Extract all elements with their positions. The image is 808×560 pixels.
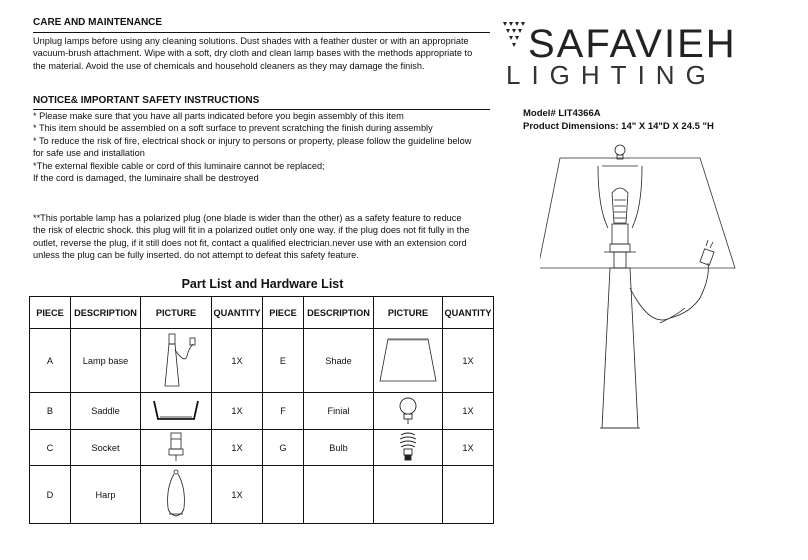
header-cell: QUANTITY	[212, 297, 263, 329]
header-cell: PIECE	[30, 297, 71, 329]
piece-cell: D	[30, 466, 71, 524]
piece-cell: B	[30, 393, 71, 430]
table-row	[30, 430, 494, 466]
header-cell: PICTURE	[141, 297, 212, 329]
quantity-cell: 1X	[443, 430, 494, 466]
shade-icon	[376, 333, 440, 387]
picture-cell	[141, 466, 212, 524]
product-dimensions: Product Dimensions: 14" X 14"D X 24.5 "H	[523, 121, 714, 132]
safety-line: If the cord is damaged, the luminaire shall be destroyed	[33, 173, 259, 184]
description-cell: Saddle	[71, 393, 141, 430]
table-header-row	[30, 297, 494, 329]
quantity-cell: 1X	[212, 430, 263, 466]
piece-cell: A	[30, 329, 71, 393]
safety-line: * Please make sure that you have all parts indicated before you begin assembly of this item	[33, 111, 404, 121]
parts-table	[29, 296, 494, 524]
model-number: Model# LIT4366A	[523, 108, 601, 119]
picture-cell	[141, 430, 212, 466]
care-text	[33, 35, 495, 72]
care-line: vacuum-brush attachment. Wipe with a soft, dry cloth and clean lamp bases with the methods appropriate to	[33, 48, 473, 59]
header-cell: DESCRIPTION	[71, 297, 141, 329]
header-cell: PICTURE	[374, 297, 443, 329]
product-info	[523, 107, 714, 133]
logo-chandelier-icon	[500, 20, 530, 54]
safety-line: * This item should be assembled on a soft surface to prevent scratching the finish during assembly	[33, 123, 433, 134]
care-line: the material. Avoid the use of chemicals and household cleaners as they may damage the finish.	[33, 60, 425, 71]
lamp-illustration	[540, 138, 740, 438]
plug-line: outlet, reverse the plug, if it still does not fit, contact a qualified electrician.never use with an extension cord	[33, 237, 467, 248]
piece-cell: G	[263, 430, 304, 466]
safety-line: *The external flexible cable or cord of this luminaire cannot be replaced;	[33, 160, 325, 171]
parts-list-title: Part List and Hardware List	[181, 277, 344, 291]
description-cell: Lamp base	[71, 329, 141, 393]
piece-cell: F	[263, 393, 304, 430]
picture-cell	[374, 466, 443, 524]
plug-line: the risk of electric shock. this plug will fit in a polarized outlet only one way. if the plug does not fit fully in the	[33, 225, 470, 236]
quantity-cell: 1X	[212, 393, 263, 430]
quantity-cell: 1X	[443, 393, 494, 430]
plug-line: unless the plug can be fully inserted. do not attempt to defeat this safety feature.	[33, 250, 359, 261]
quantity-cell: 1X	[443, 329, 494, 393]
piece-cell	[263, 466, 304, 524]
logo-brand-name: SAFAVIEH	[528, 22, 737, 66]
table-row	[30, 393, 494, 430]
quantity-cell: 1X	[212, 466, 263, 524]
table-row	[30, 329, 494, 393]
description-cell: Bulb	[304, 430, 374, 466]
description-cell: Finial	[304, 393, 374, 430]
care-rule	[33, 32, 490, 33]
safety-text	[33, 110, 495, 184]
care-title: CARE AND MAINTENANCE	[33, 17, 163, 28]
description-cell: Harp	[71, 466, 141, 524]
piece-cell: E	[263, 329, 304, 393]
picture-cell	[141, 393, 212, 430]
plug-text	[33, 212, 495, 262]
description-cell: Socket	[71, 430, 141, 466]
picture-cell	[374, 393, 443, 430]
picture-cell	[141, 329, 212, 393]
header-cell: QUANTITY	[443, 297, 494, 329]
picture-cell	[374, 430, 443, 466]
description-cell: Shade	[304, 329, 374, 393]
finial-icon	[393, 394, 423, 426]
plug-line: **This portable lamp has a polarized plug (one blade is wider than the other) as a safety feature to reduce	[33, 213, 462, 223]
table-row	[30, 466, 494, 524]
header-cell: DESCRIPTION	[304, 297, 374, 329]
quantity-cell	[443, 466, 494, 524]
header-cell: PIECE	[263, 297, 304, 329]
care-line: Unplug lamps before using any cleaning solutions. Dust shades with a feather duster or with an appropriate	[33, 36, 469, 46]
description-cell	[304, 466, 374, 524]
safety-line: for safe use and installation	[33, 148, 145, 159]
socket-icon	[164, 431, 188, 463]
safety-title: NOTICE& IMPORTANT SAFETY INSTRUCTIONS	[33, 95, 260, 106]
lamp-base-icon	[151, 330, 201, 390]
picture-cell	[374, 329, 443, 393]
quantity-cell: 1X	[212, 329, 263, 393]
harp-icon	[161, 468, 191, 520]
safety-line: * To reduce the risk of fire, electrical shock or injury to persons or property, please follow the guideline below	[33, 135, 472, 146]
saddle-icon	[150, 395, 202, 425]
bulb-icon	[395, 431, 421, 463]
piece-cell: C	[30, 430, 71, 466]
logo-brand-sub: LIGHTING	[506, 60, 717, 90]
